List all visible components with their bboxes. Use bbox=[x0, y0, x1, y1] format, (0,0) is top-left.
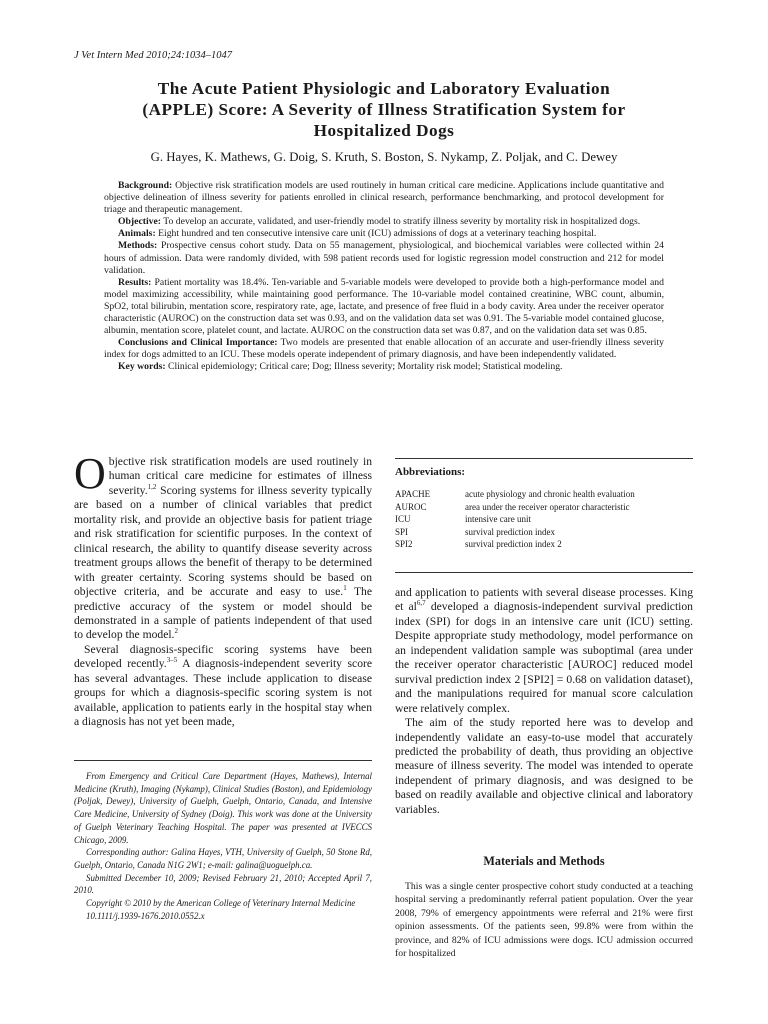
abstract-label: Background: bbox=[118, 180, 173, 191]
body-text: Scoring systems for illness severity typically are based on a number of clinical variables that predict mortality risk, and provide an objective basis for patient triage and risk stratification for scientific purposes. In the context of clinical research, the ability to quantify disease severity across treatment groups allows the benefit of therapy to be determined with greater certainty. Scoring systems should be based on objective criteria, and be accurate and easy to use. bbox=[74, 483, 372, 599]
body-text: bjective risk stratification models are used routinely in human critical care medicine for estimates of illness severity. bbox=[108, 455, 372, 497]
footnote-divider bbox=[74, 760, 372, 761]
body-text: The predictive accuracy of the system or model should be demonstrated in a sample of patients independent of that used to develop the model. bbox=[74, 585, 372, 642]
abbreviation-row bbox=[395, 526, 693, 539]
abbreviation-value: survival prediction index bbox=[465, 526, 555, 537]
citation: 1 bbox=[343, 584, 347, 593]
journal-reference: J Vet Intern Med 2010;24:1034–1047 bbox=[74, 50, 233, 61]
abstract-text: Clinical epidemiology; Critical care; Dog; Illness severity; Mortality risk model; Statistical modeling. bbox=[168, 361, 563, 373]
abbreviations-divider-top bbox=[395, 458, 693, 459]
footnote-doi: 10.1111/j.1939-1676.2010.0552.x bbox=[86, 910, 205, 921]
drop-cap: O bbox=[74, 449, 106, 498]
footnote-corresponding: Corresponding author: Galina Hayes, VTH, University of Guelph, 50 Stone Rd, Guelph, Ontario, Canada N1G 2W1; e-mail: galina@uoguelph.ca. bbox=[74, 847, 372, 870]
citation: 6,7 bbox=[416, 599, 426, 608]
abstract-label: Objective: bbox=[118, 216, 162, 228]
title-line: The Acute Patient Physiologic and Laboratory Evaluation bbox=[157, 79, 611, 98]
abstract-text: To develop an accurate, validated, and user-friendly model to stratify illness severity by mortality risk in hospitalized dogs. bbox=[163, 216, 641, 228]
abbreviation-value: survival prediction index 2 bbox=[465, 539, 562, 550]
body-text: Several diagnosis-specific scoring systems have been developed recently. bbox=[74, 642, 372, 671]
abstract-methods bbox=[104, 240, 664, 276]
abstract-label: Animals: bbox=[118, 228, 156, 240]
abbreviation-key: ICU bbox=[395, 514, 411, 525]
section-heading: Materials and Methods bbox=[483, 854, 605, 868]
citation: 2 bbox=[174, 627, 178, 636]
body-paragraph: The aim of the study reported here was to develop and independently validate an easy-to-use model that accurately predicted the probability of death, thus providing an objective measure of illness severity. The model was intended to operate independent of primary diagnosis, and was designed to be based on readily available and objective clinical and laboratory variables. bbox=[395, 716, 693, 816]
citation: 3–5 bbox=[166, 656, 178, 665]
body-paragraph bbox=[395, 586, 693, 716]
citation: 1,2 bbox=[147, 483, 157, 492]
abstract-label: Conclusions and Clinical Importance: bbox=[118, 337, 278, 349]
abstract-background bbox=[104, 180, 664, 216]
abstract-text: Eight hundred and ten consecutive intensive care unit (ICU) admissions of dogs at a veterinary teaching hospital. bbox=[158, 228, 597, 240]
footnote-submitted: Submitted December 10, 2009; Revised February 21, 2010; Accepted April 7, 2010. bbox=[74, 872, 372, 896]
abstract-results bbox=[104, 277, 664, 337]
body-text: and application to patients with several disease processes. King et al bbox=[395, 586, 693, 614]
abbreviation-key: SPI bbox=[395, 526, 409, 537]
abstract-text: Objective risk stratification models are used routinely in human critical care medicine. Applications include quantitative and objective delineation of illness severity for patients enrolled in clinical research, performance benchmarking, and protocol development for triage and therapeutic management. bbox=[104, 180, 665, 216]
article-title bbox=[60, 78, 708, 141]
body-paragraph bbox=[74, 449, 372, 643]
abbreviation-key: SPI2 bbox=[395, 539, 413, 550]
title-line: Hospitalized Dogs bbox=[313, 121, 455, 140]
abstract-conclusions bbox=[104, 337, 664, 361]
abbreviation-value: area under the receiver operator characteristic bbox=[465, 501, 630, 512]
abbreviation-row bbox=[395, 488, 693, 501]
body-right-column bbox=[395, 586, 693, 817]
body-paragraph: This was a single center prospective cohort study conducted at a teaching hospital serving a predominantly referral patient population. Over the year 2008, 79% of emergency appointments were referral and 21% were first opinion assessments. Of the patients seen, 99.8% were from within the province, and 82% of ICU admissions were dogs. ICU admission occurred for hospitalized bbox=[395, 881, 693, 960]
body-text: developed a diagnosis-independent survival prediction index (SPI) for dogs in an intensive care unit (ICU) setting. Despite appropriate study methodology, model performance on an independent validation sample was suboptimal (area under the receiver operator characteristic [AUROC] reduced model survival prediction index 2 [SPI2] = 0.68 on validation dataset), and the manipulations required for manual score calculation were relatively complex. bbox=[395, 600, 693, 715]
abbreviations-box bbox=[395, 466, 693, 551]
abbreviation-value: acute physiology and chronic health evaluation bbox=[465, 489, 635, 499]
abbreviation-row bbox=[395, 501, 693, 514]
abstract bbox=[104, 180, 664, 374]
footnote-affiliation: From Emergency and Critical Care Department (Hayes, Mathews), Internal Medicine (Kruth), Imaging (Nykamp), Clinical Studies (Boston), and Epidemiology (Poljak, Dewey), University of Guelph, Guelph, Ontario, Canada, and Intensive Care Medicine, University of Sydney (Doig). This work was done at the University of Guelph Veterinary Teaching Hospital. The paper was presented at IVECCS Chicago, 2009. bbox=[74, 771, 372, 845]
abstract-text: Two models are presented that enable allocation of an accurate and user-friendly illness severity index for dogs admitted to an ICU. These models operate independent of primary diagnosis, and have been independently validated. bbox=[104, 337, 664, 361]
abbreviations-divider-bottom bbox=[395, 572, 693, 573]
body-left-column bbox=[74, 449, 372, 730]
abstract-keywords bbox=[104, 361, 664, 373]
abbreviation-key: APACHE bbox=[395, 489, 431, 499]
body-text: A diagnosis-independent severity score has several advantages. These include application to disease groups for which a diagnosis-specific scoring system is not available, application to patients early in the hospital stay when a diagnosis has not yet been made, bbox=[74, 657, 372, 729]
abbreviation-row bbox=[395, 513, 693, 526]
title-line: (APPLE) Score: A Severity of Illness Stratification System for bbox=[142, 100, 626, 119]
abbreviation-key: AUROC bbox=[395, 501, 427, 512]
methods-column bbox=[395, 880, 693, 960]
abbreviations-title: Abbreviations: bbox=[395, 466, 466, 478]
abstract-text: Patient mortality was 18.4%. Ten-variable and 5-variable models were developed to provide both a high-performance model and model maximizing accessibility, while maintaining good performance. The 10-variable model contained creatinine, WBC count, albumin, SpO2, total bilirubin, mentation score, respiratory rate, age, lactate, and presence of free fluid in a body cavity. Area under the receiver operator characteristic (AUROC) on the construction data set was 0.93, and on the validation data set was 0.91. The 5-variable model contained glucose, albumin, mentation score, platelet count, and lactate. AUROC on the construction data set was 0.87, and on the validation data set was 0.85. bbox=[104, 276, 664, 337]
abstract-animals bbox=[104, 228, 664, 240]
abstract-text: Prospective census cohort study. Data on 55 management, physiological, and biochemical variables were collected within 24 hours of admission. Data were randomly divided, with 598 patient records used for logistic regression model construction and 212 for model validation. bbox=[104, 240, 664, 276]
abstract-label: Key words: bbox=[118, 361, 166, 373]
abbreviation-row bbox=[395, 538, 693, 551]
footnote-copyright: Copyright © 2010 by the American College of Veterinary Internal Medicine bbox=[86, 898, 356, 909]
abstract-label: Methods: bbox=[118, 240, 158, 252]
author-list: G. Hayes, K. Mathews, G. Doig, S. Kruth, S. Boston, S. Nykamp, Z. Poljak, and C. Dewey bbox=[150, 150, 618, 164]
body-paragraph bbox=[74, 643, 372, 730]
abbreviation-value: intensive care unit bbox=[465, 514, 531, 525]
footnotes bbox=[74, 770, 372, 922]
abstract-label: Results: bbox=[118, 276, 152, 288]
abstract-objective bbox=[104, 216, 664, 228]
